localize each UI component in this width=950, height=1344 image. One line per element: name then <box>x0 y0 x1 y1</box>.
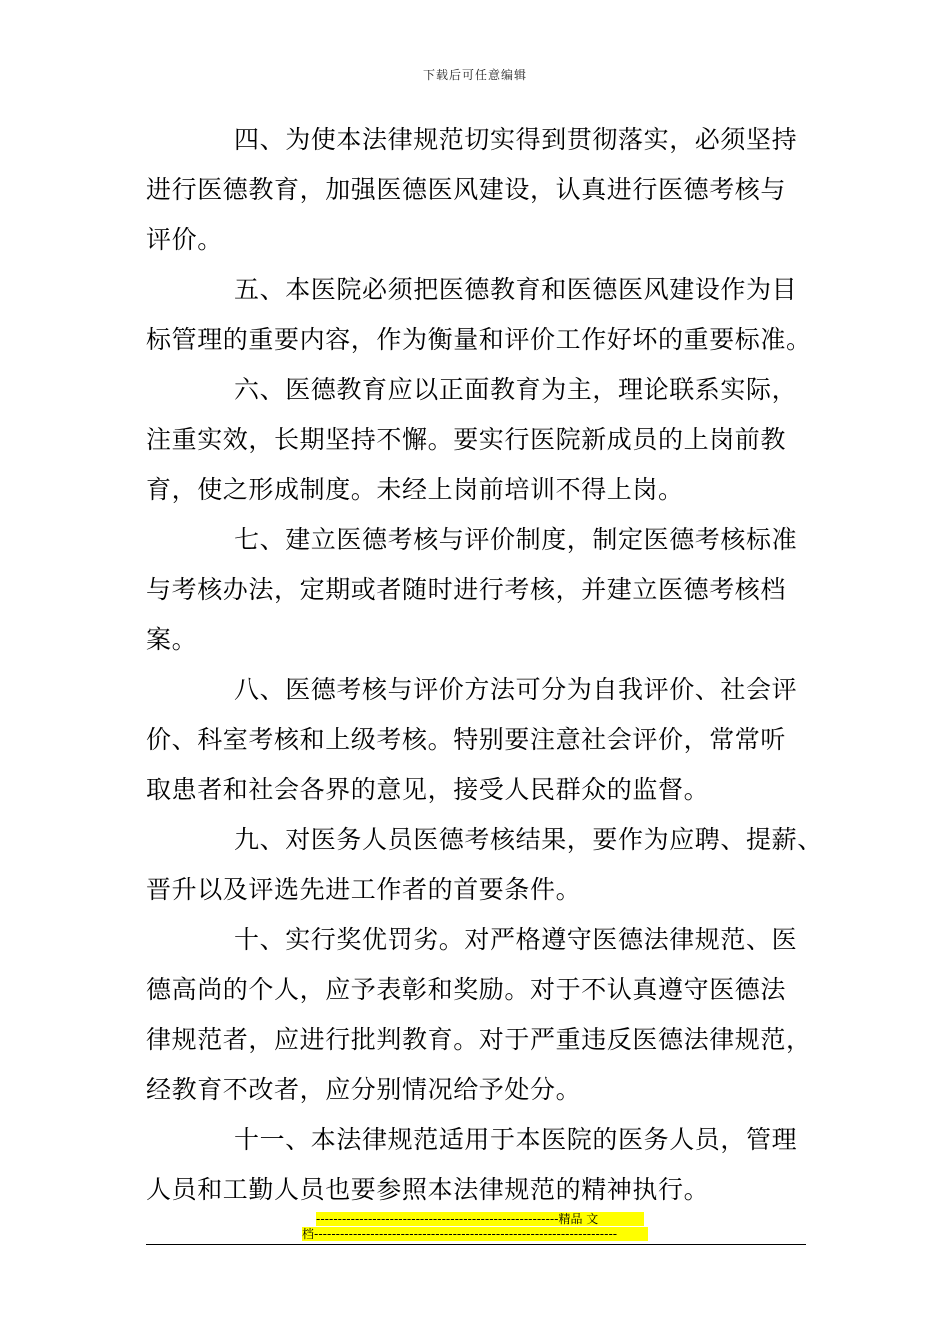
paragraph-line: 七、建立医德考核与评价制度，制定医德考核标准 <box>234 525 798 554</box>
paragraph-line: 律规范者，应进行批判教育。对于严重违反医德法律规范， <box>146 1025 812 1054</box>
paragraph-line: 取患者和社会各界的意见，接受人民群众的监督。 <box>146 775 710 804</box>
paragraph-line: 九、对医务人员医德考核结果，要作为应聘、提薪、 <box>234 825 823 854</box>
paragraph-line: 注重实效，长期坚持不懈。要实行医院新成员的上岗前教 <box>146 425 787 454</box>
paragraph-line: 五、本医院必须把医德教育和医德医风建设作为目 <box>234 275 798 304</box>
paragraph-line: 评价。 <box>146 225 223 254</box>
footer-watermark-line-2: 档---------------------------------------------------------------------- <box>302 1227 648 1241</box>
footer-divider <box>146 1244 806 1245</box>
paragraph-line: 价、科室考核和上级考核。特别要注意社会评价，常常听 <box>146 725 787 754</box>
paragraph-line: 与考核办法，定期或者随时进行考核，并建立医德考核档 <box>146 575 787 604</box>
paragraph-line: 十、实行奖优罚劣。对严格遵守医德法律规范、医 <box>234 925 798 954</box>
page-header: 下载后可任意编辑 <box>422 68 527 82</box>
paragraph-line: 晋升以及评选先进工作者的首要条件。 <box>146 875 582 904</box>
paragraph-line: 人员和工勤人员也要参照本法律规范的精神执行。 <box>146 1175 710 1204</box>
paragraph-line: 案。 <box>146 625 198 654</box>
paragraph-line: 十一、本法律规范适用于本医院的医务人员，管理 <box>234 1125 798 1154</box>
paragraph-line: 标管理的重要内容，作为衡量和评价工作好坏的重要标准。 <box>146 325 812 354</box>
paragraph-line: 德高尚的个人，应予表彰和奖励。对于不认真遵守医德法 <box>146 975 787 1004</box>
paragraph-line: 六、医德教育应以正面教育为主，理论联系实际， <box>234 375 798 404</box>
paragraph-line: 育，使之形成制度。未经上岗前培训不得上岗。 <box>146 475 684 504</box>
footer-watermark-line-1: --------------------------------------------------------精品 文 <box>316 1212 644 1226</box>
paragraph-line: 八、医德考核与评价方法可分为自我评价、社会评 <box>234 675 798 704</box>
paragraph-line: 进行医德教育，加强医德医风建设，认真进行医德考核与 <box>146 175 787 204</box>
paragraph-line: 四、为使本法律规范切实得到贯彻落实，必须坚持 <box>234 125 798 154</box>
paragraph-line: 经教育不改者，应分别情况给予处分。 <box>146 1075 582 1104</box>
